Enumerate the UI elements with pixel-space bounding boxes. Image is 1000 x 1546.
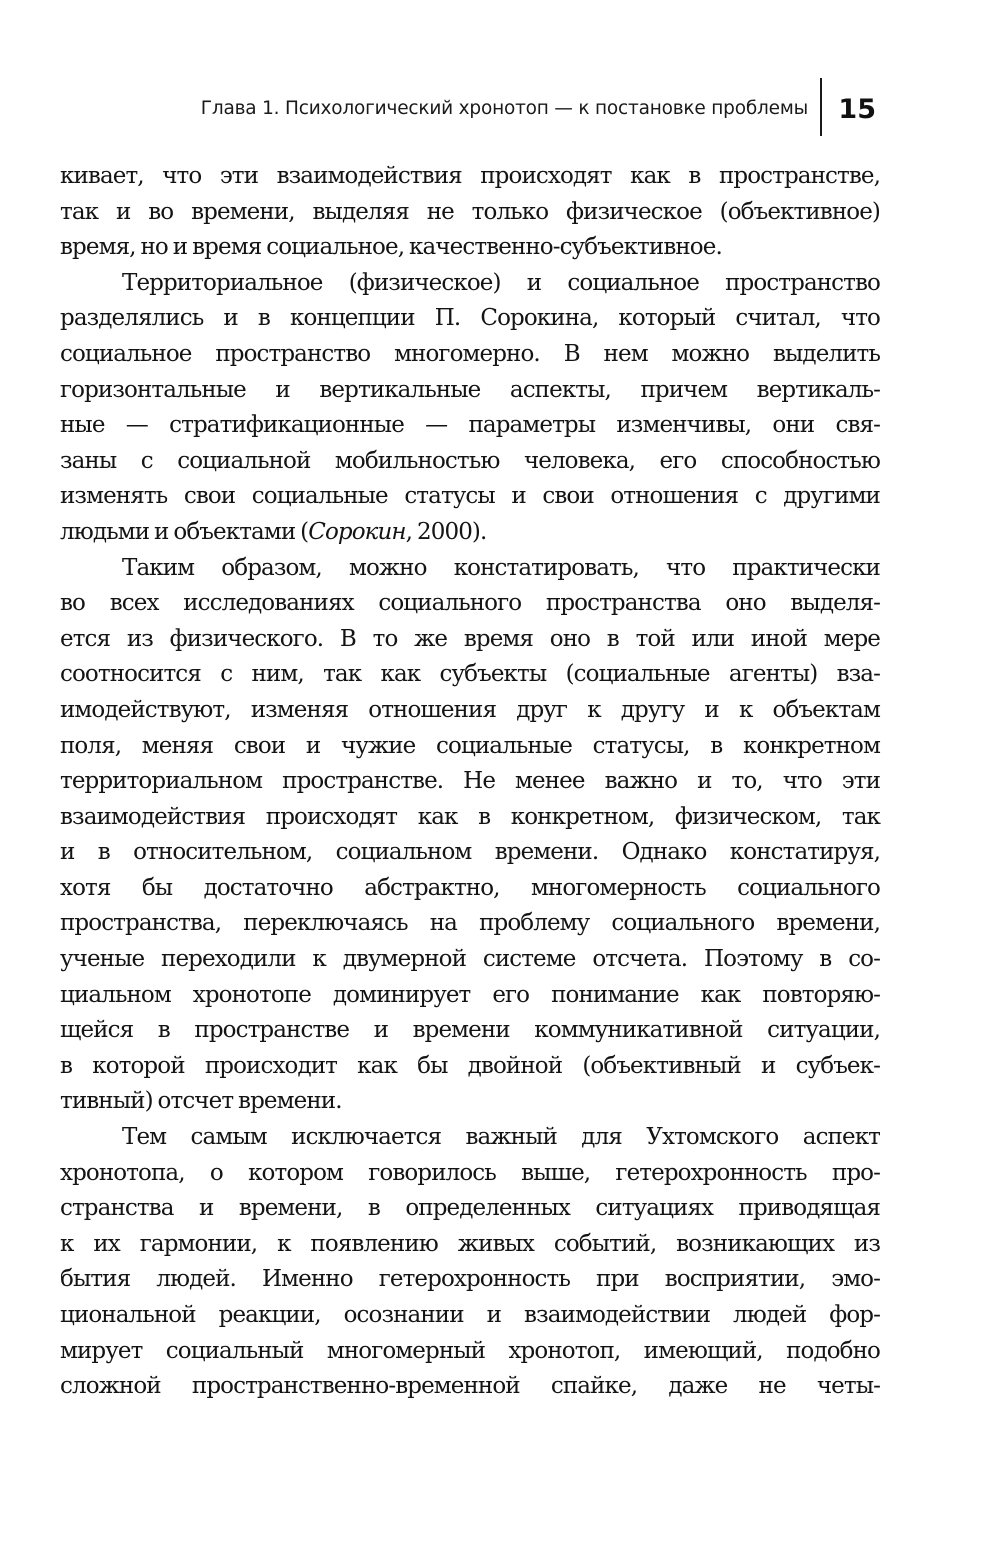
text-line: и в относительном, социальном времени. Однако констатируя, bbox=[60, 839, 880, 866]
text-line: территориальном пространстве. Не менее важно и то, что эти bbox=[60, 768, 880, 795]
text-line: кивает, что эти взаимодействия происходят как в пространстве, bbox=[60, 163, 880, 189]
paragraph-4 bbox=[60, 1120, 880, 1405]
text-line: соотносится с ним, так как субъекты (социальные агенты) вза- bbox=[60, 661, 880, 688]
text-line: время, но и время социальное, качественно-субъективное. bbox=[60, 234, 722, 261]
text-line: изменять свои социальные статусы и свои отношения с другими bbox=[60, 483, 880, 510]
text-line: Тем самым исключается важный для Ухтомского аспект bbox=[122, 1124, 880, 1151]
paragraph-2 bbox=[60, 266, 880, 551]
page-number: 15 bbox=[838, 94, 876, 125]
page-header bbox=[60, 68, 890, 134]
text-line: ется из физического. В то же время оно в той или иной мере bbox=[60, 625, 880, 652]
text-line: в которой происходит как бы двойной (объективный и субъек- bbox=[60, 1052, 880, 1079]
text-line: тивный) отсчет времени. bbox=[60, 1088, 342, 1115]
text-line: взаимодействия происходят как в конкретном, физическом, так bbox=[60, 803, 880, 830]
text-line: ные — стратификационные — параметры изменчивы, они свя- bbox=[60, 412, 880, 439]
text-line: Территориальное (физическое) и социальное пространство bbox=[122, 269, 880, 296]
text-line: Таким образом, можно констатировать, что практически bbox=[122, 554, 880, 581]
text-line: разделялись и в концепции П. Сорокина, который считал, что bbox=[60, 305, 880, 332]
text-line: горизонтальные и вертикальные аспекты, причем вертикаль- bbox=[60, 376, 880, 403]
text-fragment: людьми и объектами ( bbox=[60, 518, 309, 545]
text-line: имодействуют, изменяя отношения друг к другу и к объектам bbox=[60, 696, 880, 723]
running-head: Глава 1. Психологический хронотоп — к постановке проблемы bbox=[200, 98, 808, 119]
text-line: мирует социальный многомерный хронотоп, имеющий, подобно bbox=[60, 1337, 880, 1364]
text-line: циальном хронотопе доминирует его понимание как повторяю- bbox=[60, 981, 880, 1008]
text-line: ученые переходили к двумерной системе отсчета. Поэтому в со- bbox=[60, 946, 880, 973]
paragraph-3 bbox=[60, 551, 880, 1121]
text-line: поля, меняя свои и чужие социальные статусы, в конкретном bbox=[60, 732, 880, 759]
text-line bbox=[60, 515, 880, 551]
text-line: к их гармонии, к появлению живых событий, возникающих из bbox=[60, 1230, 880, 1257]
citation-author: Сорокин bbox=[308, 518, 406, 545]
text-line: хотя бы достаточно абстрактно, многомерность социального bbox=[60, 874, 880, 901]
text-line: щейся в пространстве и времени коммуникативной ситуации, bbox=[60, 1017, 880, 1044]
header-divider bbox=[820, 78, 822, 136]
paragraph-1 bbox=[60, 159, 880, 266]
text-line: социальное пространство многомерно. В нем можно выделить bbox=[60, 340, 880, 367]
text-line: бытия людей. Именно гетерохронность при восприятии, эмо- bbox=[60, 1266, 880, 1293]
text-line: хронотопа, о котором говорилось выше, гетерохронность про- bbox=[60, 1159, 880, 1186]
text-line: во всех исследованиях социального пространства оно выделя- bbox=[60, 590, 880, 617]
text-line: так и во времени, выделяя не только физическое (объективное) bbox=[60, 198, 880, 225]
text-line: сложной пространственно-временной спайке, даже не четы- bbox=[60, 1373, 880, 1400]
text-line: циональной реакции, осознании и взаимодействии людей фор- bbox=[60, 1302, 880, 1328]
body-text bbox=[60, 159, 880, 1405]
text-fragment: , 2000). bbox=[405, 518, 487, 545]
text-line: пространства, переключаясь на проблему социального времени, bbox=[60, 910, 880, 937]
text-line: заны с социальной мобильностью человека, его способностью bbox=[60, 447, 880, 474]
text-line: странства и времени, в определенных ситуациях приводящая bbox=[60, 1195, 880, 1222]
